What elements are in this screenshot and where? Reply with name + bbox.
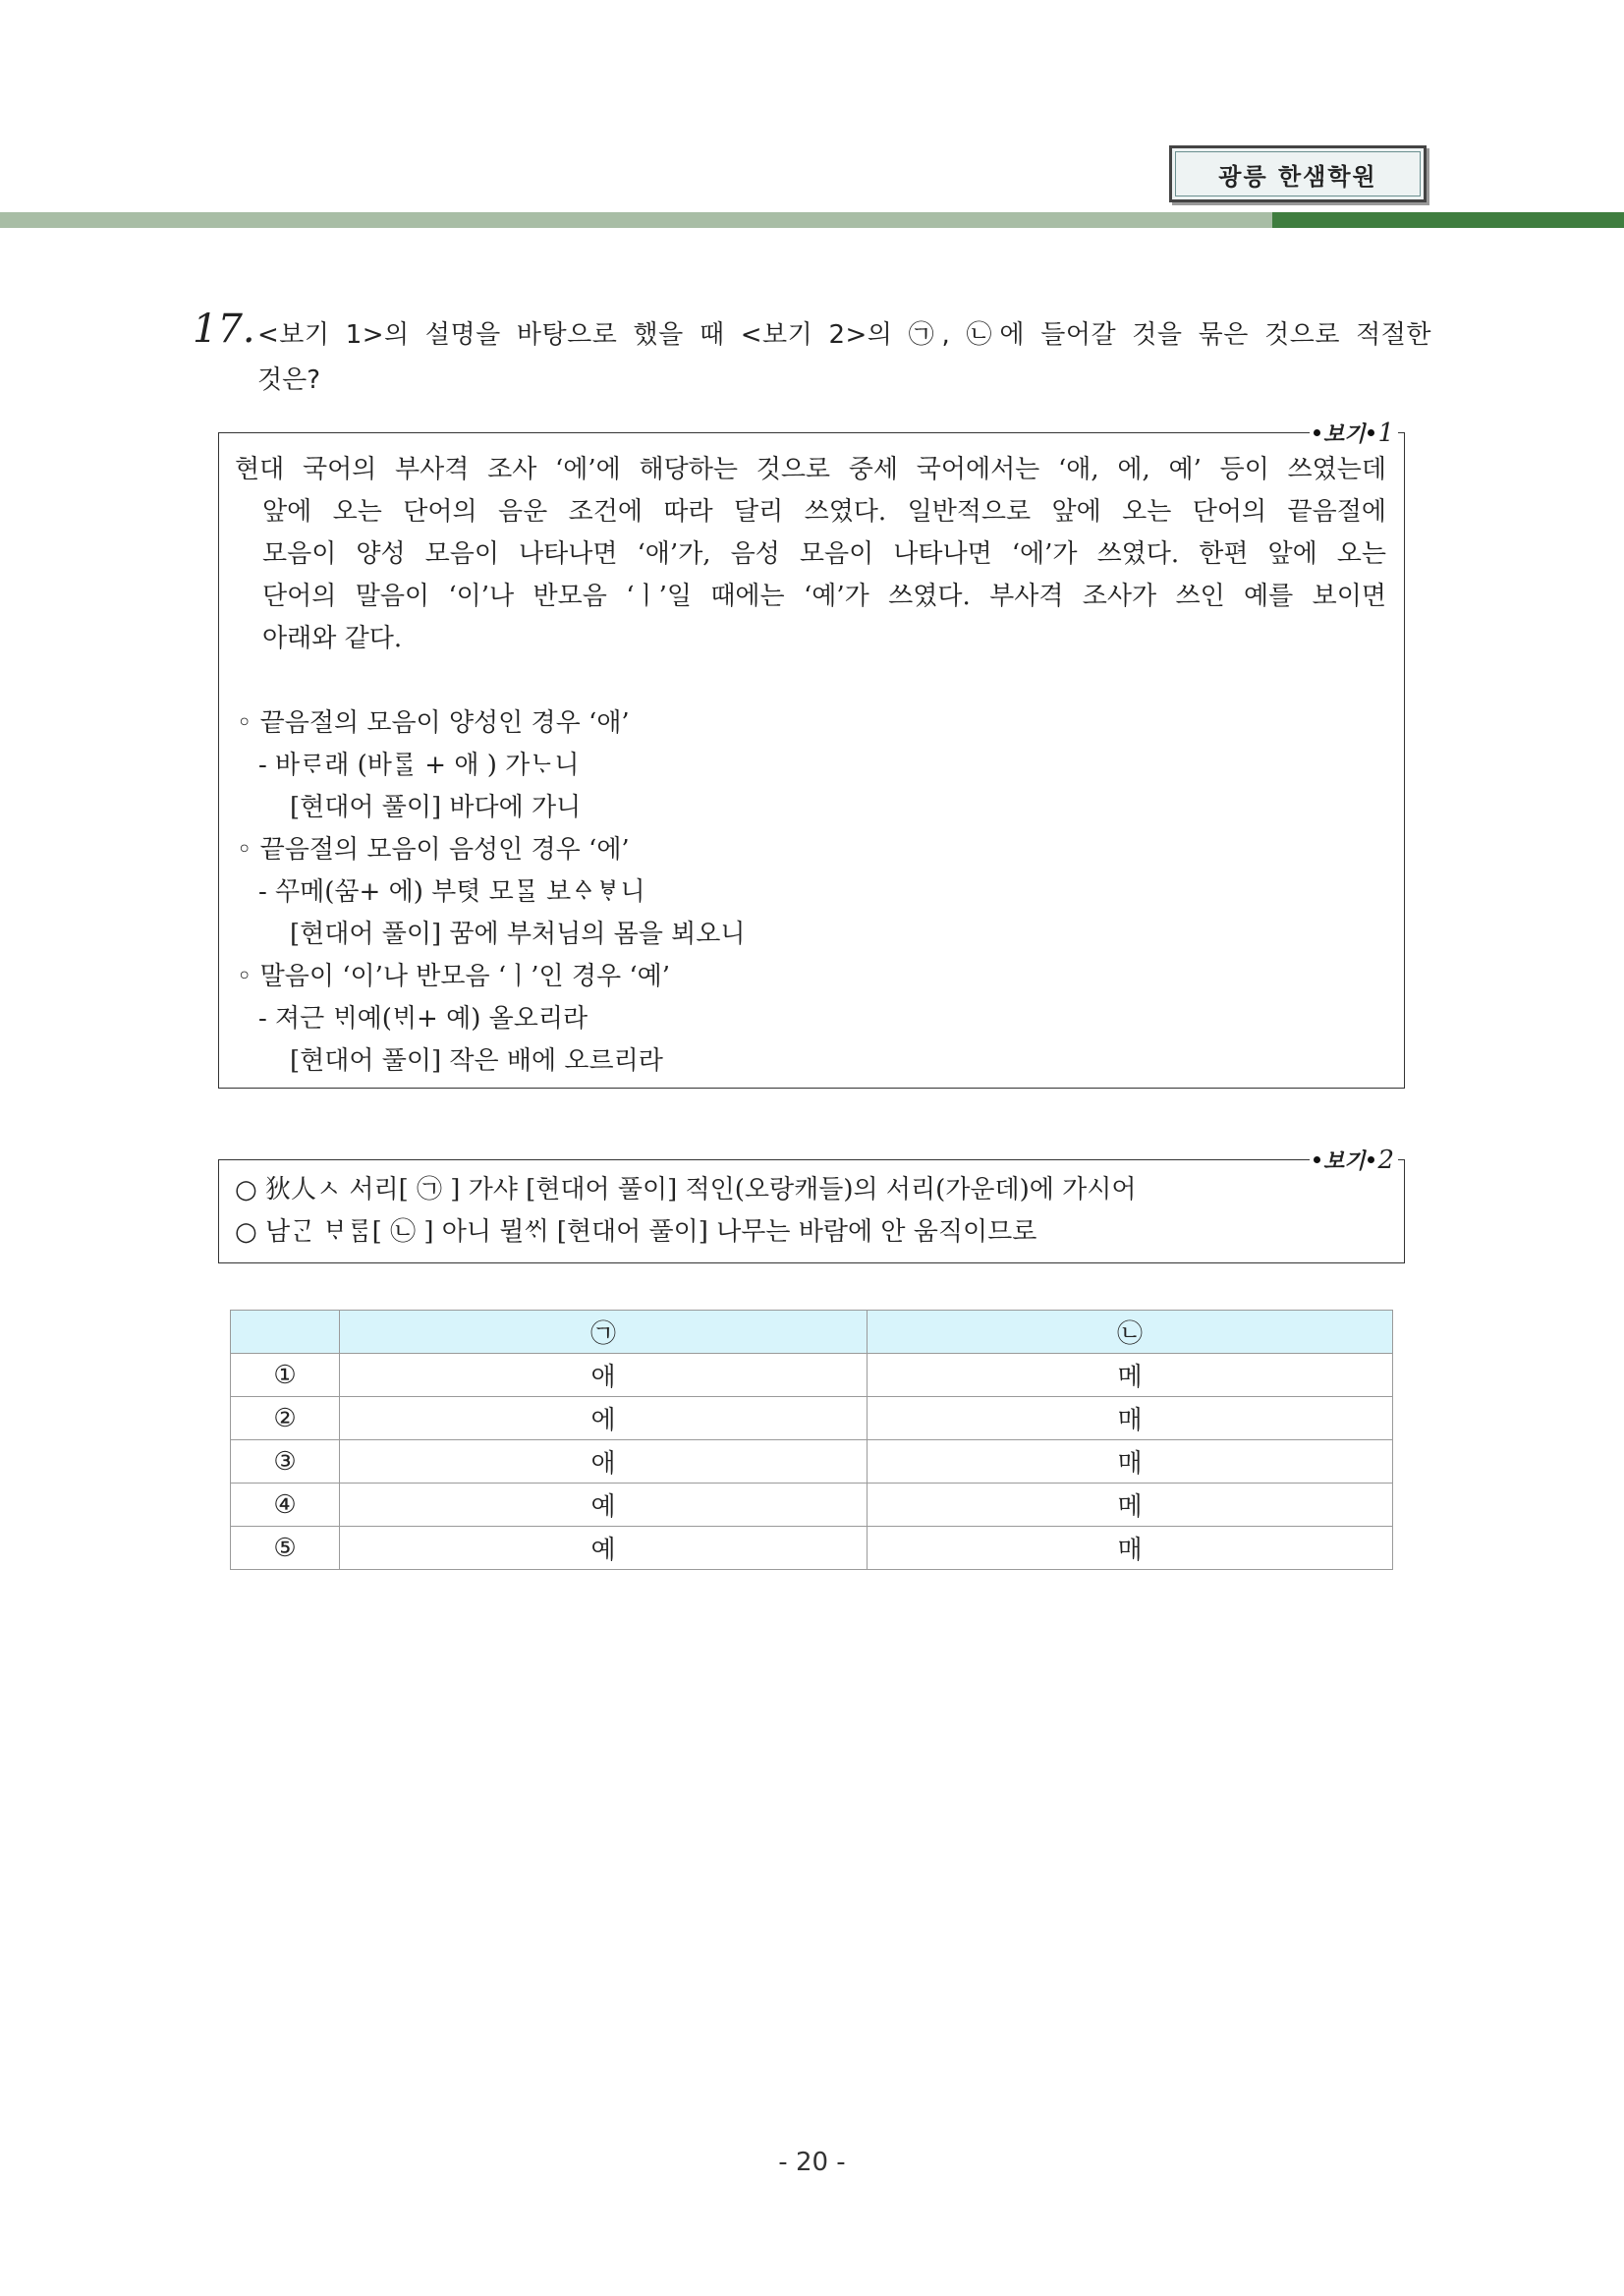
case-example: - ᄭᅮ메(ᄭᅮᆷ+ 에) 부텻 모ᄆᆞᆯ 보ᅀᆞᄫᆞ니: [258, 877, 645, 907]
header-rule-light: [0, 212, 1272, 228]
bogi-1-tag: [1310, 418, 1398, 448]
case-heading: ◦ 끝음절의 모음이 양성인 경우 ‘애’: [237, 708, 630, 738]
bogi-1-box: [218, 418, 1405, 1089]
paragraph-line: 단어의 말음이 ‘이’나 반모음 ‘ㅣ’일 때에는 ‘예’가 쓰였다. 부사격 조사가 쓰인 예를 보이면: [262, 582, 1386, 611]
answer-table: [230, 1310, 1393, 1570]
answer-option-row[interactable]: [231, 1484, 1393, 1527]
option-number: ②: [231, 1397, 340, 1440]
option-number: ⑤: [231, 1527, 340, 1570]
page-number: - 20 -: [778, 2148, 846, 2177]
option-value: 애: [340, 1440, 868, 1484]
option-value: 메: [868, 1354, 1393, 1397]
bogi-number: 1: [1377, 418, 1394, 448]
case-modern: [현대어 풀이] 작은 배에 오르리라: [290, 1046, 663, 1076]
bogi-label: 보기: [1322, 421, 1366, 447]
bogi-2-line: ○ 남ᄀᆞᆫ ᄇᆞᄅᆞᆷ[ ㉡ ] 아니 뮐ᄊᆡ [현대어 풀이] 나무는 바람에 안 움직이므로: [235, 1217, 1037, 1247]
option-value: 매: [868, 1527, 1393, 1570]
case-heading: ◦ 말음이 ‘이’나 반모음 ‘ㅣ’인 경우 ‘예’: [237, 962, 671, 991]
case-example: - 바ᄅᆞ래 (바ᄅᆞᆯ + 애 ) 가ᄂᆞ니: [258, 751, 580, 780]
option-value: 예: [340, 1484, 868, 1527]
bullet-dot-icon: [1368, 1156, 1374, 1163]
bullet-dot-icon: [1314, 429, 1320, 436]
answer-option-row[interactable]: [231, 1354, 1393, 1397]
option-value: 에: [340, 1397, 868, 1440]
bogi-2-tag: [1310, 1145, 1398, 1175]
case-heading: ◦ 끝음절의 모음이 음성인 경우 ‘에’: [237, 835, 630, 865]
paragraph-line: 현대 국어의 부사격 조사 ‘에’에 해당하는 것으로 중세 국어에서는 ‘애, 에, 예’ 등이 쓰였는데: [235, 455, 1386, 484]
option-value: 매: [868, 1397, 1393, 1440]
bogi-number: 2: [1377, 1145, 1394, 1175]
table-header-cell: ㉠: [340, 1311, 868, 1354]
case-modern: [현대어 풀이] 바다에 가니: [290, 793, 582, 822]
case-example: - 져근 ᄇᆡ예(ᄇᆡ+ 예) 올오리라: [258, 1004, 588, 1034]
answer-option-row[interactable]: [231, 1440, 1393, 1484]
bullet-dot-icon: [1314, 1156, 1320, 1163]
table-header-cell: ㉡: [868, 1311, 1393, 1354]
paragraph-line: 아래와 같다.: [262, 624, 403, 653]
bogi-2-box: [218, 1145, 1405, 1263]
option-value: 예: [340, 1527, 868, 1570]
academy-badge: [1169, 145, 1427, 202]
bogi-label: 보기: [1322, 1148, 1366, 1174]
option-number: ③: [231, 1440, 340, 1484]
answer-option-row[interactable]: [231, 1397, 1393, 1440]
bogi-2-line: ○ 狄人ㅅ 서리[ ㉠ ] 가샤 [현대어 풀이] 적인(오랑캐들)의 서리(가운데)에 가시어: [235, 1175, 1137, 1204]
question-number: 17.: [193, 307, 255, 352]
table-header-cell: [231, 1311, 340, 1354]
case-modern: [현대어 풀이] 꿈에 부처님의 몸을 뵈오니: [290, 920, 746, 949]
bogi-1-paragraph: [235, 449, 1386, 660]
bullet-dot-icon: [1368, 429, 1374, 436]
option-number: ④: [231, 1484, 340, 1527]
option-value: 매: [868, 1440, 1393, 1484]
answer-option-row[interactable]: [231, 1527, 1393, 1570]
paragraph-line: 앞에 오는 단어의 음운 조건에 따라 달리 쓰였다. 일반적으로 앞에 오는 단어의 끝음절에: [262, 497, 1386, 527]
option-number: ①: [231, 1354, 340, 1397]
option-value: 메: [868, 1484, 1393, 1527]
question-stem: <보기 1>의 설명을 바탕으로 했을 때 <보기 2>의 ㉠, ㉡에 들어갈 것을 묶은 것으로 적절한: [257, 320, 1431, 350]
header-rule-dark: [1272, 212, 1624, 228]
question-stem-cont: 것은?: [257, 365, 321, 395]
academy-name: 광릉 한샘학원: [1218, 162, 1377, 191]
paragraph-line: 모음이 양성 모음이 나타나면 ‘애’가, 음성 모음이 나타나면 ‘에’가 쓰였다. 한편 앞에 오는: [262, 539, 1386, 569]
table-header-row: [231, 1311, 1393, 1354]
option-value: 애: [340, 1354, 868, 1397]
